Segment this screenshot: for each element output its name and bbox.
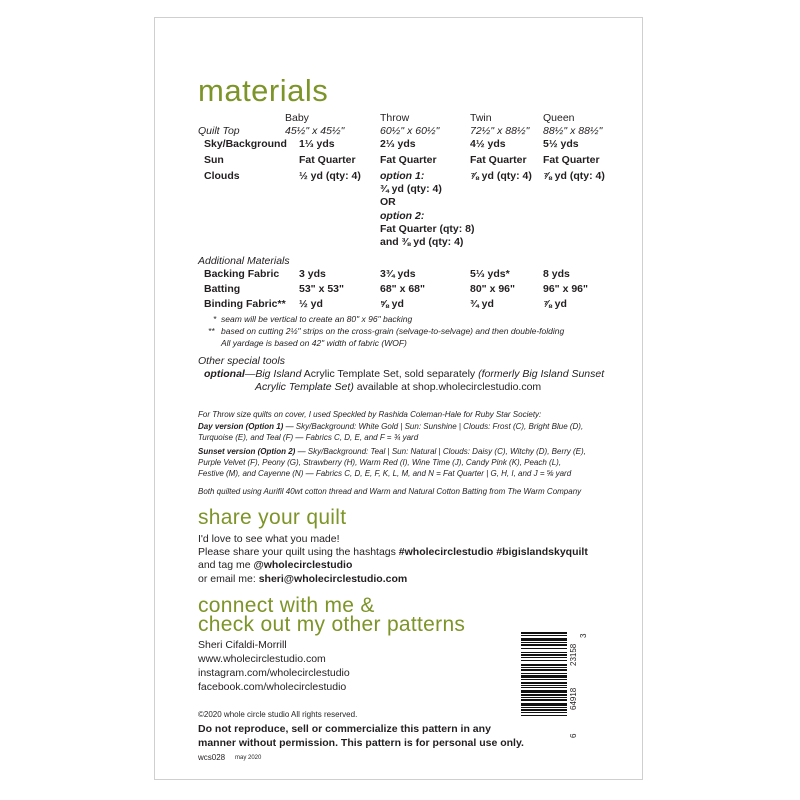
barcode-bar xyxy=(521,638,567,641)
size-dims-throw: 60½" x 60½" xyxy=(380,125,440,137)
cell-sun-baby: Fat Quarter xyxy=(299,154,356,166)
barcode-digit-right: 3 xyxy=(579,633,588,638)
day-version-label: Day version (Option 1) xyxy=(198,422,284,431)
footnote-1: seam will be vertical to create an 80" x 96" backing xyxy=(221,314,413,324)
row-label-sun: Sun xyxy=(204,154,224,166)
barcode-bar xyxy=(521,694,567,696)
cell-sky-throw: 2⅓ yds xyxy=(380,138,416,150)
cell-batting-throw: 68" x 68" xyxy=(380,283,425,295)
barcode-bar xyxy=(521,642,567,643)
barcode-bar xyxy=(521,699,567,701)
sunset-version-text: — Sky/Background: Teal | Sun: Natural | Clouds: Daisy (C), Witchy (D), Berry (E), xyxy=(295,447,586,456)
quilted-note: Both quilted using Aurifil 40wt cotton thread and Warm and Natural Cotton Batting from The Warm Company xyxy=(198,487,582,496)
sunset-version-label: Sunset version (Option 2) xyxy=(198,447,296,456)
barcode-bar xyxy=(521,669,567,671)
fabric-intro: For Throw size quilts on cover, I used Speckled by Rashida Coleman-Hale for Ruby Star Society: xyxy=(198,410,542,419)
cell-binding-queen: ⅞ yd xyxy=(543,298,567,310)
clouds-throw-or: OR xyxy=(380,196,396,208)
barcode xyxy=(521,630,588,746)
cell-sun-throw: Fat Quarter xyxy=(380,154,437,166)
barcode-bar xyxy=(521,682,567,684)
barcode-bar xyxy=(521,712,567,713)
barcode-bar xyxy=(521,690,567,693)
facebook-link[interactable]: facebook.com/wholecirclestudio xyxy=(198,681,347,693)
barcode-bar xyxy=(521,675,567,678)
barcode-bar xyxy=(521,715,567,716)
cell-backing-throw: 3¾ yds xyxy=(380,268,416,280)
barcode-bar xyxy=(521,652,567,653)
sunset-version-line-1 xyxy=(198,447,586,456)
barcode-bar xyxy=(521,709,567,711)
day-version-line-1 xyxy=(198,422,583,431)
tools-shop: available at shop.wholecirclestudio.com xyxy=(353,381,542,393)
size-name-twin: Twin xyxy=(470,112,492,124)
cell-batting-baby: 53" x 53" xyxy=(299,283,344,295)
day-version-text: — Sky/Background: White Gold | Sun: Sunshine | Clouds: Frost (C), Bright Blue (D), xyxy=(283,422,584,431)
share-line-3-text: and tag me xyxy=(198,559,254,571)
barcode-bar xyxy=(521,654,567,656)
size-name-throw: Throw xyxy=(380,112,410,124)
barcode-bar xyxy=(521,644,567,646)
website-link[interactable]: www.wholecirclestudio.com xyxy=(198,653,326,665)
row-label-batting: Batting xyxy=(204,283,241,295)
size-name-queen: Queen xyxy=(543,112,575,124)
cell-binding-twin: ¾ yd xyxy=(470,298,494,310)
tools-dash: — xyxy=(244,368,256,380)
email-address: sheri@wholecirclestudio.com xyxy=(258,573,408,585)
clouds-throw-option2-line1: Fat Quarter (qty: 8) xyxy=(380,223,475,235)
barcode-bar xyxy=(521,664,567,666)
cell-sky-queen: 5½ yds xyxy=(543,138,579,150)
tools-paren: ) xyxy=(350,381,354,393)
sunset-version-line-2: Purple Velvet (F), Peony (G), Strawberry (H), Warm Red (I), Wine Time (J), Candy Pink (K), Peach (L), xyxy=(198,458,562,467)
footnote-2: based on cutting 2½" strips on the cross-grain (selvage-to-selvage) and then double-folding xyxy=(221,326,565,336)
barcode-bar xyxy=(521,667,567,668)
footnote-mark-2: ** xyxy=(208,326,215,336)
clouds-throw-option1-value: ¾ yd (qty: 4) xyxy=(380,183,442,195)
cell-clouds-queen: ⅞ yd (qty: 4) xyxy=(543,170,605,182)
cell-clouds-twin: ⅞ yd (qty: 4) xyxy=(470,170,532,182)
connect-heading-1: connect with me & xyxy=(198,594,375,617)
pattern-date: may 2020 xyxy=(235,755,262,761)
cell-sun-twin: Fat Quarter xyxy=(470,154,527,166)
size-dims-baby: 45½" x 45½" xyxy=(285,125,345,137)
barcode-bar xyxy=(521,697,567,698)
barcode-bar xyxy=(521,657,567,658)
warning-line-1: Do not reproduce, sell or commercialize this pattern in any xyxy=(198,723,491,735)
tools-template-set: Acrylic Template Set xyxy=(255,381,351,393)
share-line-1: I'd love to see what you made! xyxy=(198,533,340,545)
cell-batting-queen: 96" x 96" xyxy=(543,283,588,295)
quilt-top-label: Quilt Top xyxy=(198,125,240,137)
barcode-digits-group-1: 64918 xyxy=(569,687,578,710)
cell-backing-queen: 8 yds xyxy=(543,268,570,280)
share-line-3 xyxy=(198,559,352,571)
cell-backing-baby: 3 yds xyxy=(299,268,326,280)
materials-heading: materials xyxy=(198,73,329,108)
cell-sky-twin: 4½ yds xyxy=(470,138,506,150)
barcode-bar xyxy=(521,687,567,688)
barcode-digit-left: 6 xyxy=(569,733,578,738)
cell-sun-queen: Fat Quarter xyxy=(543,154,600,166)
barcode-bar xyxy=(521,703,567,706)
tools-line-2 xyxy=(255,381,541,393)
cell-binding-baby: ½ yd xyxy=(299,298,323,310)
tools-big-island: Big Island xyxy=(255,368,302,380)
footnote-mark-1: * xyxy=(213,314,217,324)
tools-rest: Acrylic Template Set, sold separately xyxy=(301,368,479,380)
size-dims-twin: 72½" x 88½" xyxy=(470,125,530,137)
barcode-bar xyxy=(521,707,567,708)
tools-line-1 xyxy=(204,368,604,380)
row-label-binding: Binding Fabric** xyxy=(204,298,286,310)
barcode-bar xyxy=(521,679,567,680)
cell-backing-twin: 5⅓ yds* xyxy=(470,268,510,280)
size-name-baby: Baby xyxy=(285,112,309,124)
instagram-link[interactable]: instagram.com/wholecirclestudio xyxy=(198,667,350,679)
cell-sky-baby: 1⅓ yds xyxy=(299,138,335,150)
row-label-backing: Backing Fabric xyxy=(204,268,280,280)
tools-label: Other special tools xyxy=(198,355,285,367)
additional-materials-label: Additional Materials xyxy=(198,255,290,267)
hashtags: #wholecirclestudio #bigislandskyquilt xyxy=(398,546,588,558)
share-line-4-text: or email me: xyxy=(198,573,259,585)
share-line-2 xyxy=(198,546,588,558)
barcode-bar xyxy=(521,660,567,661)
clouds-throw-option1-label: option 1: xyxy=(380,170,425,182)
barcode-bar xyxy=(521,648,567,649)
connect-heading-2: check out my other patterns xyxy=(198,613,466,636)
barcode-bar xyxy=(521,635,567,636)
row-label-clouds: Clouds xyxy=(204,170,240,182)
cell-binding-throw: ⅝ yd xyxy=(380,298,404,310)
cell-batting-twin: 80" x 96" xyxy=(470,283,515,295)
clouds-throw-option2-line2: and ⅜ yd (qty: 4) xyxy=(380,236,464,248)
copyright: ©2020 whole circle studio All rights reserved. xyxy=(198,710,358,719)
sunset-version-line-3: Festive (M), and Cayenne (N) — Fabrics C, D, E, F, K, L, M, and N = Fat Quarter | G, H, I, and J = ⅝ yard xyxy=(198,469,572,478)
pattern-code: wcs028 xyxy=(198,753,226,762)
day-version-line-2: Turquoise (E), and Teal (F) — Fabrics C, D, E, and F = ¾ yard xyxy=(198,433,419,442)
share-heading: share your quilt xyxy=(198,506,347,529)
cell-clouds-baby: ½ yd (qty: 4) xyxy=(299,170,361,182)
warning-line-2: manner without permission. This pattern is for personal use only. xyxy=(198,737,524,749)
barcode-bar xyxy=(521,685,567,686)
barcode-bar xyxy=(521,632,567,634)
tools-optional: optional xyxy=(204,368,245,380)
row-label-sky: Sky/Background xyxy=(204,138,287,150)
footnote-3: All yardage is based on 42" width of fabric (WOF) xyxy=(221,338,407,348)
barcode-bar xyxy=(521,673,567,674)
social-handle: @wholecirclestudio xyxy=(253,559,353,571)
size-dims-queen: 88½" x 88½" xyxy=(543,125,603,137)
share-line-2-text: Please share your quilt using the hashtags xyxy=(198,546,399,558)
barcode-digits-group-2: 23158 xyxy=(569,643,578,666)
clouds-throw-option2-label: option 2: xyxy=(380,210,425,222)
share-line-4 xyxy=(198,573,407,585)
author-name: Sheri Cifaldi-Morrill xyxy=(198,639,287,651)
tools-formerly: (formerly Big Island Sunset xyxy=(478,368,605,380)
